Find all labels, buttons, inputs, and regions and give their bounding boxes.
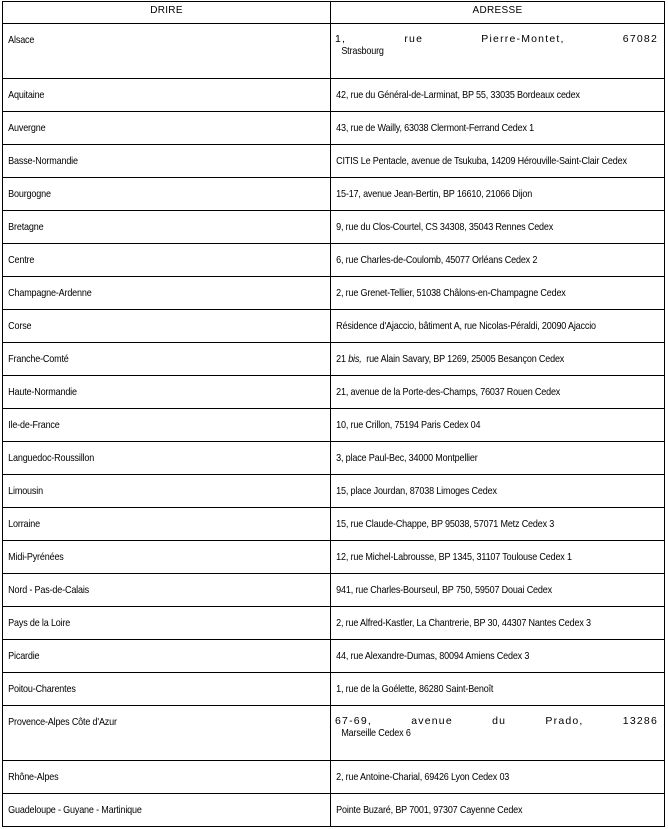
address-cell bbox=[331, 244, 665, 277]
address-cell bbox=[331, 343, 665, 376]
address-text: 15, rue Claude-Chappe, BP 95038, 57071 Metz Cedex 3 bbox=[336, 518, 555, 530]
address-text: 21, avenue de la Porte-des-Champs, 76037 Rouen Cedex bbox=[336, 386, 561, 398]
table-row bbox=[3, 310, 665, 343]
region-label: Bourgogne bbox=[8, 188, 51, 200]
address-text: 2, rue Grenet-Tellier, 51038 Châlons-en-Champagne Cedex bbox=[336, 287, 566, 299]
table-row bbox=[3, 794, 665, 827]
address-text: 2, rue Alfred-Kastler, La Chantrerie, BP 30, 44307 Nantes Cedex 3 bbox=[336, 617, 591, 629]
address-cell bbox=[331, 79, 665, 112]
region-cell bbox=[3, 376, 331, 409]
table-row bbox=[3, 376, 665, 409]
address-bis: bis, bbox=[348, 353, 362, 365]
region-cell bbox=[3, 475, 331, 508]
region-label: Rhône-Alpes bbox=[8, 771, 59, 783]
region-label: Auvergne bbox=[8, 122, 46, 134]
region-label: Champagne-Ardenne bbox=[8, 287, 92, 299]
region-label: Poitou-Charentes bbox=[8, 683, 76, 695]
region-cell bbox=[3, 761, 331, 794]
region-cell bbox=[3, 178, 331, 211]
region-label: Provence-Alpes Côte d'Azur bbox=[8, 716, 117, 728]
region-cell bbox=[3, 277, 331, 310]
address-text: 44, rue Alexandre-Dumas, 80094 Amiens Cedex 3 bbox=[336, 650, 530, 662]
region-label: Basse-Normandie bbox=[8, 155, 78, 167]
address-text: 15, place Jourdan, 87038 Limoges Cedex bbox=[336, 485, 497, 497]
region-label: Aquitaine bbox=[8, 89, 45, 101]
table-row bbox=[3, 541, 665, 574]
address-text: 42, rue du Général-de-Larminat, BP 55, 33035 Bordeaux cedex bbox=[336, 89, 580, 101]
table-row bbox=[3, 244, 665, 277]
address-number: 21 bbox=[336, 353, 349, 365]
address-cell bbox=[331, 24, 665, 79]
address-text: CITIS Le Pentacle, avenue de Tsukuba, 14209 Hérouville-Saint-Clair Cedex bbox=[336, 155, 627, 167]
address-cell bbox=[331, 211, 665, 244]
address-cell bbox=[331, 706, 665, 761]
region-cell bbox=[3, 673, 331, 706]
region-label: Languedoc-Roussillon bbox=[8, 452, 95, 464]
table-row bbox=[3, 475, 665, 508]
address-cell bbox=[331, 574, 665, 607]
column-header-drire: DRIRE bbox=[3, 2, 331, 24]
address-cell bbox=[331, 409, 665, 442]
address-text: 3, place Paul-Bec, 34000 Montpellier bbox=[336, 452, 478, 464]
table-row bbox=[3, 277, 665, 310]
region-label: Lorraine bbox=[8, 518, 40, 530]
address-cell bbox=[331, 178, 665, 211]
address-text: 941, rue Charles-Bourseul, BP 750, 59507 Douai Cedex bbox=[336, 584, 552, 596]
address-line-2: Marseille Cedex 6 bbox=[341, 727, 411, 739]
address-text: 43, rue de Wailly, 63038 Clermont-Ferrand Cedex 1 bbox=[336, 122, 535, 134]
table-row bbox=[3, 640, 665, 673]
drire-address-table bbox=[2, 1, 665, 827]
region-label: Haute-Normandie bbox=[8, 386, 77, 398]
table-row bbox=[3, 112, 665, 145]
region-label: Picardie bbox=[8, 650, 40, 662]
region-cell bbox=[3, 574, 331, 607]
region-cell bbox=[3, 145, 331, 178]
address-cell bbox=[331, 508, 665, 541]
address-text: 15-17, avenue Jean-Bertin, BP 16610, 21066 Dijon bbox=[336, 188, 533, 200]
address-text: 6, rue Charles-de-Coulomb, 45077 Orléans Cedex 2 bbox=[336, 254, 538, 266]
region-cell bbox=[3, 112, 331, 145]
table-row bbox=[3, 145, 665, 178]
table-row bbox=[3, 211, 665, 244]
address-text: 10, rue Crillon, 75194 Paris Cedex 04 bbox=[336, 419, 481, 431]
table-row bbox=[3, 607, 665, 640]
table-row bbox=[3, 409, 665, 442]
region-label: Centre bbox=[8, 254, 35, 266]
region-cell bbox=[3, 794, 331, 827]
address-text: Résidence d'Ajaccio, bâtiment A, rue Nicolas-Péraldi, 20090 Ajaccio bbox=[336, 320, 596, 332]
address-text: 12, rue Michel-Labrousse, BP 1345, 31107 Toulouse Cedex 1 bbox=[336, 551, 572, 563]
address-text bbox=[331, 343, 564, 365]
table-row bbox=[3, 79, 665, 112]
address-line-1: 67-69, avenue du Prado, 13286 bbox=[335, 715, 658, 727]
drire-address-document bbox=[2, 1, 664, 827]
region-cell bbox=[3, 607, 331, 640]
address-cell bbox=[331, 145, 665, 178]
table-row bbox=[3, 574, 665, 607]
region-cell bbox=[3, 640, 331, 673]
address-cell bbox=[331, 475, 665, 508]
table-header-row bbox=[3, 2, 665, 24]
address-cell bbox=[331, 541, 665, 574]
address-cell bbox=[331, 442, 665, 475]
region-cell bbox=[3, 508, 331, 541]
region-label: Pays de la Loire bbox=[8, 617, 71, 629]
address-text: 1, rue de la Goélette, 86280 Saint-Benoît bbox=[336, 683, 494, 695]
table-row bbox=[3, 508, 665, 541]
table-row bbox=[3, 24, 665, 79]
address-cell bbox=[331, 112, 665, 145]
address-text: Pointe Buzaré, BP 7001, 97307 Cayenne Cedex bbox=[336, 804, 523, 816]
address-cell bbox=[331, 794, 665, 827]
address-cell bbox=[331, 673, 665, 706]
region-cell bbox=[3, 211, 331, 244]
address-line-2: Strasbourg bbox=[341, 45, 384, 57]
region-label: Limousin bbox=[8, 485, 43, 497]
region-cell bbox=[3, 343, 331, 376]
region-cell bbox=[3, 541, 331, 574]
table-row bbox=[3, 761, 665, 794]
address-text: 9, rue du Clos-Courtel, CS 34308, 35043 Rennes Cedex bbox=[336, 221, 554, 233]
column-header-adresse: ADRESSE bbox=[331, 2, 665, 24]
region-label: Bretagne bbox=[8, 221, 44, 233]
table-row bbox=[3, 178, 665, 211]
address-line-1: 1, rue Pierre-Montet, 67082 bbox=[335, 33, 658, 45]
region-label: Corse bbox=[8, 320, 32, 332]
address-cell bbox=[331, 310, 665, 343]
region-cell bbox=[3, 79, 331, 112]
region-cell bbox=[3, 310, 331, 343]
region-cell bbox=[3, 706, 331, 761]
region-label: Guadeloupe - Guyane - Martinique bbox=[8, 804, 142, 816]
region-cell bbox=[3, 24, 331, 79]
region-cell bbox=[3, 442, 331, 475]
region-label: Nord - Pas-de-Calais bbox=[8, 584, 90, 596]
address-cell bbox=[331, 376, 665, 409]
region-label: Midi-Pyrénées bbox=[8, 551, 64, 563]
address-cell bbox=[331, 607, 665, 640]
table-row bbox=[3, 442, 665, 475]
table-row bbox=[3, 673, 665, 706]
table-row bbox=[3, 706, 665, 761]
region-cell bbox=[3, 409, 331, 442]
region-cell bbox=[3, 244, 331, 277]
region-label: Alsace bbox=[8, 34, 35, 46]
table-row bbox=[3, 343, 665, 376]
address-cell bbox=[331, 761, 665, 794]
address-cell bbox=[331, 640, 665, 673]
region-label: Franche-Comté bbox=[8, 353, 69, 365]
address-cell bbox=[331, 277, 665, 310]
region-label: Ile-de-France bbox=[8, 419, 60, 431]
address-text: 2, rue Antoine-Charial, 69426 Lyon Cedex 03 bbox=[336, 771, 510, 783]
address-rest: rue Alain Savary, BP 1269, 25005 Besançon Cedex bbox=[361, 353, 565, 365]
